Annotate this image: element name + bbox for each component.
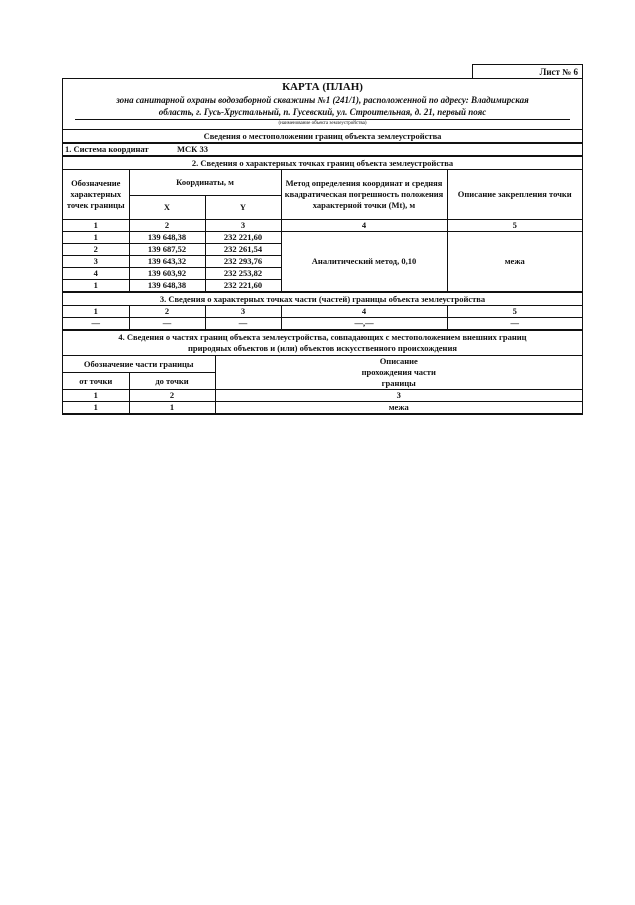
point-x: 139 687,52 <box>129 244 205 256</box>
col-part-header: Обозначение части границы <box>63 356 215 373</box>
col-num: 2 <box>129 390 215 402</box>
document-title: КАРТА (ПЛАН) <box>282 81 363 93</box>
section4-table <box>63 330 582 414</box>
point-x: 139 648,38 <box>129 232 205 244</box>
col-num: 1 <box>63 220 129 232</box>
col-desc-header: Описание закрепления точки <box>447 170 582 220</box>
section4-title-line-2: природных объектов и (или) объектов искусственного происхождения <box>188 343 457 353</box>
point-y: 232 253,82 <box>205 268 281 280</box>
point-label: 1 <box>63 232 129 244</box>
point-label: 1 <box>63 280 129 292</box>
point-x: 139 648,38 <box>129 280 205 292</box>
coord-system-table <box>63 143 582 156</box>
col-num: 1 <box>63 306 129 318</box>
col-num: 5 <box>447 220 582 232</box>
section2-table <box>63 156 582 292</box>
point-label: 4 <box>63 268 129 280</box>
point-desc-value: межа <box>447 232 582 292</box>
object-caption: (наименование объекта землеустройства) <box>75 119 570 127</box>
point-y: 232 221,60 <box>205 280 281 292</box>
empty-value: —,— <box>281 318 447 330</box>
col-num: 5 <box>447 306 582 318</box>
document-subtitle <box>63 94 582 118</box>
point-x: 139 603,92 <box>129 268 205 280</box>
part-from-value: 1 <box>63 402 129 414</box>
section2-title: 2. Сведения о характерных точках границ объекта землеустройства <box>63 157 582 170</box>
point-label: 3 <box>63 256 129 268</box>
document-frame <box>62 78 583 415</box>
section4-title-line-1: 4. Сведения о частях границ объекта землеустройства, совпадающих с местоположением внешних границ <box>118 332 527 342</box>
part-desc-value: межа <box>215 402 582 414</box>
empty-value: — <box>129 318 205 330</box>
section3-title: 3. Сведения о характерных точках части (частей) границы объекта землеустройства <box>63 293 582 306</box>
subtitle-line-1: зона санитарной охраны водозаборной скважины №1 (241/1), расположенной по адресу: Владимирская <box>116 95 529 105</box>
col-num: 3 <box>215 390 582 402</box>
empty-value: — <box>447 318 582 330</box>
coord-system-value: МСК 33 <box>175 144 582 156</box>
point-x: 139 643,32 <box>129 256 205 268</box>
col-to-header: до точки <box>129 373 215 390</box>
col-point-header: Обозначение характерных точек границы <box>63 170 129 220</box>
method-value: Аналитический метод, 0,10 <box>281 232 447 292</box>
part-to-value: 1 <box>129 402 215 414</box>
point-y: 232 221,60 <box>205 232 281 244</box>
col-method-header: Метод определения координат и средняя квадратическая погрешность положения характерной точки (Mt), м <box>281 170 447 220</box>
point-label: 2 <box>63 244 129 256</box>
col-num: 4 <box>281 220 447 232</box>
sheet-number: Лист № 6 <box>472 64 583 78</box>
col-num: 4 <box>281 306 447 318</box>
col-coords-header: Координаты, м <box>129 170 281 196</box>
subtitle-line-2: область, г. Гусь-Хрустальный, п. Гусевский, ул. Строительная, д. 21, первый пояс <box>158 107 487 117</box>
col-num: 1 <box>63 390 129 402</box>
coord-system-label: 1. Система координат <box>63 144 175 156</box>
main-section-title: Сведения о местоположении границ объекта землеустройства <box>63 130 582 143</box>
main-section-table <box>63 129 582 143</box>
empty-value: — <box>205 318 281 330</box>
col-x-header: X <box>129 196 205 220</box>
section3-table <box>63 292 582 330</box>
col-num: 3 <box>205 306 281 318</box>
point-y: 232 261,54 <box>205 244 281 256</box>
section4-title <box>63 331 582 356</box>
col-num: 2 <box>129 306 205 318</box>
point-y: 232 293,76 <box>205 256 281 268</box>
col-num: 3 <box>205 220 281 232</box>
empty-value: — <box>63 318 129 330</box>
col-y-header: Y <box>205 196 281 220</box>
col-part-desc-header: Описание прохождения части границы <box>215 356 582 390</box>
col-from-header: от точки <box>63 373 129 390</box>
col-num: 2 <box>129 220 205 232</box>
